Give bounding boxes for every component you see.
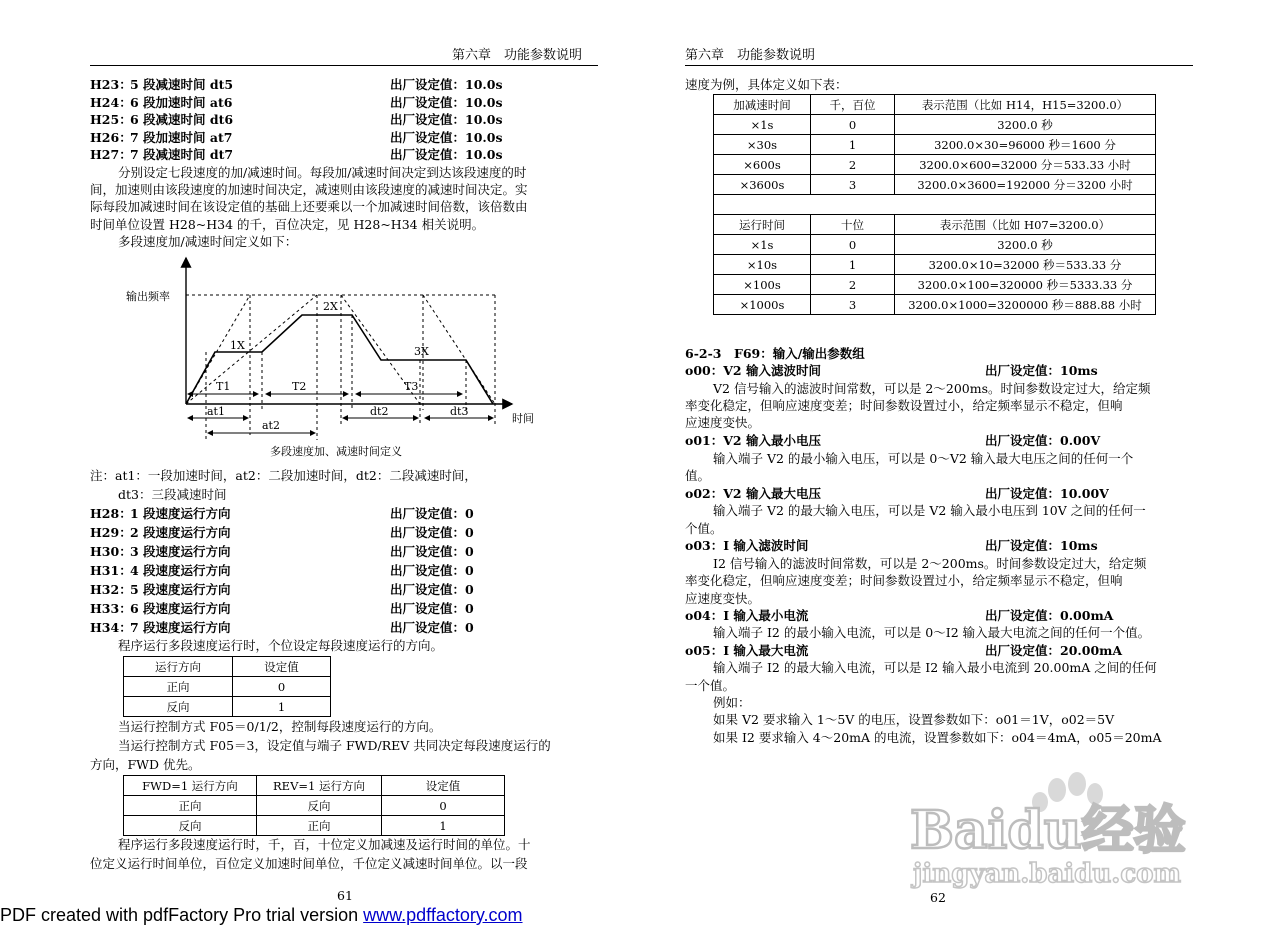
table-cell: ×3600s (714, 175, 811, 195)
param-code: H25： (90, 112, 132, 127)
paragraph-line: 程序运行多段速度运行时，个位设定每段速度运行的方向。 (118, 638, 444, 653)
paragraph-line: 分别设定七段速度的加/减速时间。每段加/减速时间决定到达该段速度的时 (118, 165, 527, 180)
o05-title: o05：I 输入最大电流 (685, 643, 809, 658)
table-header-cell: 千，百位 (811, 95, 895, 115)
t3-label: T3 (404, 380, 419, 393)
baidu-jingyan-watermark (905, 770, 1195, 890)
example-label: 例如： (713, 695, 751, 710)
at1-label: at1 (207, 405, 225, 418)
table-cell: 3 (811, 175, 895, 195)
paragraph-line: 方向，FWD 优先。 (90, 757, 201, 772)
param-code: H31： (90, 563, 132, 578)
param-factory: 出厂设定值：10.0s (390, 147, 503, 162)
diagram-caption: 多段速度加、减速时间定义 (270, 445, 402, 458)
param-code: H28： (90, 506, 132, 521)
o01-title: o01：V2 输入最小电压 (685, 433, 821, 448)
o03-title: o03：I 输入滤波时间 (685, 538, 809, 553)
o02-factory: 出厂设定值：10.00V (985, 486, 1109, 501)
param-factory: 出厂设定值：10.0s (390, 77, 503, 92)
param-code: H23： (90, 77, 132, 92)
param-code: H29： (90, 525, 132, 540)
dt3-label: dt3 (450, 405, 469, 418)
table-cell: 1 (811, 135, 895, 155)
table-header-cell: 表示范围（比如 H07=3200.0） (895, 215, 1156, 235)
t1-label: T1 (216, 380, 231, 393)
y-axis-label: 输出频率 (126, 290, 170, 303)
param-name: 5 段速度运行方向 (130, 582, 231, 597)
table-cell: 反向 (124, 697, 233, 717)
param-code: H30： (90, 544, 132, 559)
table-spacer-row (714, 195, 1156, 215)
paragraph-line: 位定义运行时间单位，百位定义加速时间单位，千位定义减速时间单位。以一段 (90, 856, 528, 871)
speed-1x-label: 1X (230, 339, 245, 352)
param-factory: 出厂设定值：10.0s (390, 130, 503, 145)
table-cell: 正向 (124, 677, 233, 697)
footer-link[interactable]: www.pdffactory.com (363, 905, 523, 925)
paragraph-line: 当运行控制方式 F05＝3，设定值与端子 FWD/REV 共同决定每段速度运行的 (118, 738, 551, 753)
t2-label: T2 (292, 380, 307, 393)
table-cell: ×1s (714, 235, 811, 255)
o03-factory: 出厂设定值：10ms (985, 538, 1098, 553)
right-header-rule (685, 65, 1193, 66)
paragraph-line: I2 信号输入的滤波时间常数，可以是 2～200ms。时间参数设定过大，给定频 (713, 556, 1147, 571)
left-header-rule (90, 65, 598, 66)
paragraph-line: 输入端子 I2 的最小输入电流，可以是 0～I2 输入最大电流之间的任何一个值。 (713, 625, 1151, 640)
paw-logo-icon (905, 770, 1195, 890)
page-number: 61 (337, 888, 353, 903)
paragraph-line: 应速度变快。 (685, 591, 761, 606)
right-page-header: 第六章 功能参数说明 (685, 48, 816, 63)
table-cell: ×1s (714, 115, 811, 135)
param-factory: 出厂设定值：0 (390, 563, 474, 578)
param-name: 7 段速度运行方向 (130, 620, 231, 635)
param-factory: 出厂设定值：0 (390, 620, 474, 635)
note-line: dt3：三段减速时间 (118, 487, 227, 502)
param-factory: 出厂设定值：0 (390, 506, 474, 521)
pdffactory-footer (0, 905, 523, 926)
param-factory: 出厂设定值：10.0s (390, 112, 503, 127)
paragraph-line: 一个值。 (685, 678, 736, 693)
table-cell: 反向 (257, 796, 382, 816)
table-header-cell: 表示范围（比如 H14，H15=3200.0） (895, 95, 1156, 115)
param-name: 2 段速度运行方向 (130, 525, 231, 540)
param-code: H24： (90, 95, 132, 110)
paragraph-line: 间，加速则由该段速度的加速时间决定，减速则由该段速度的减速时间决定。实 (90, 182, 528, 197)
paragraph-line: 值。 (685, 468, 711, 483)
fwd-rev-table (123, 775, 505, 836)
table-cell: 3200.0×100=320000 秒＝5333.33 分 (895, 275, 1156, 295)
table-cell: 3200.0 秒 (895, 235, 1156, 255)
param-name: 6 段速度运行方向 (130, 601, 231, 616)
example-line: 如果 V2 要求输入 1～5V 的电压，设置参数如下：o01＝1V，o02＝5V (713, 712, 1115, 727)
paragraph-line: 时间单位设置 H28~H34 的千，百位决定，见 H28~H34 相关说明。 (90, 217, 485, 232)
table-cell: 2 (811, 155, 895, 175)
param-name: 7 段加速时间 at7 (130, 130, 233, 145)
paragraph-line: 输入端子 V2 的最大输入电压，可以是 V2 输入最小电压到 10V 之间的任何一 (713, 503, 1146, 518)
at2-label: at2 (262, 419, 280, 432)
table-header-cell: FWD=1 运行方向 (124, 776, 257, 796)
table-cell: 2 (811, 275, 895, 295)
paragraph-line: 应速度变快。 (685, 415, 761, 430)
param-code: H33： (90, 601, 132, 616)
paragraph-line: V2 信号输入的滤波时间常数，可以是 2～200ms。时间参数设定过大，给定频 (713, 381, 1151, 396)
table-cell: ×30s (714, 135, 811, 155)
param-code: H34： (90, 620, 132, 635)
o01-factory: 出厂设定值：0.00V (985, 433, 1101, 448)
table-cell: ×600s (714, 155, 811, 175)
o05-factory: 出厂设定值：20.00mA (985, 643, 1123, 658)
param-code: H32： (90, 582, 132, 597)
table-header-cell: 运行方向 (124, 657, 233, 677)
table-cell: ×10s (714, 255, 811, 275)
note-line: 注：at1：一段加速时间，at2：二段加速时间，dt2：二段减速时间， (90, 468, 477, 483)
speed-2x-label: 2X (323, 300, 338, 313)
table-cell: 3200.0×1000=3200000 秒＝888.88 小时 (895, 295, 1156, 315)
table-header-cell: 运行时间 (714, 215, 811, 235)
example-line: 如果 I2 要求输入 4～20mA 的电流，设置参数如下：o04＝4mA，o05＝20mA (713, 730, 1162, 745)
table-cell: 反向 (124, 816, 257, 836)
param-factory: 出厂设定值：10.0s (390, 95, 503, 110)
speed-3x-label: 3X (414, 345, 429, 358)
watermark-logo-text: Baidu经验 (910, 800, 1186, 861)
paragraph-line: 输入端子 V2 的最小输入电压，可以是 0～V2 输入最大电压之间的任何一个 (713, 451, 1134, 466)
section-title: 6-2-3 F69：输入/输出参数组 (685, 346, 865, 361)
param-factory: 出厂设定值：0 (390, 544, 474, 559)
accel-decel-diagram (110, 252, 550, 462)
table-header-cell: 加减速时间 (714, 95, 811, 115)
table-header-cell: 十位 (811, 215, 895, 235)
paragraph-line: 输入端子 I2 的最大输入电流，可以是 I2 输入最小电流到 20.00mA 之间的任何 (713, 660, 1157, 675)
table-cell: 1 (382, 816, 505, 836)
table-cell: 0 (382, 796, 505, 816)
table-cell: 3200.0×3600=192000 分＝3200 小时 (895, 175, 1156, 195)
table-cell: 3200.0×30=96000 秒＝1600 分 (895, 135, 1156, 155)
table-cell: 正向 (257, 816, 382, 836)
table-cell: ×100s (714, 275, 811, 295)
paragraph-line: 个值。 (685, 521, 723, 536)
table-cell: ×1000s (714, 295, 811, 315)
table-header-cell: 设定值 (382, 776, 505, 796)
param-name: 6 段加速时间 at6 (130, 95, 233, 110)
paragraph-line: 多段速度加/减速时间定义如下： (118, 234, 298, 249)
x-axis-label: 时间 (512, 412, 534, 425)
table-cell: 正向 (124, 796, 257, 816)
param-name: 5 段减速时间 dt5 (130, 77, 234, 92)
dt2-label: dt2 (370, 405, 389, 418)
table-cell: 0 (811, 235, 895, 255)
paragraph-line: 速度为例，具体定义如下表： (685, 77, 848, 92)
param-name: 1 段速度运行方向 (130, 506, 231, 521)
footer-text: PDF created with pdfFactory Pro trial version (0, 905, 364, 925)
o02-title: o02：V2 输入最大电压 (685, 486, 821, 501)
paragraph-line: 程序运行多段速度运行时，千，百，十位定义加减速及运行时间的单位。十 (118, 837, 531, 852)
table-cell: 0 (233, 677, 331, 697)
table-cell: 3200.0 秒 (895, 115, 1156, 135)
table-cell: 3 (811, 295, 895, 315)
param-name: 3 段速度运行方向 (130, 544, 231, 559)
table-cell: 1 (811, 255, 895, 275)
time-unit-table (713, 94, 1156, 315)
o04-title: o04：I 输入最小电流 (685, 608, 809, 623)
paragraph-line: 当运行控制方式 F05＝0/1/2，控制每段速度运行的方向。 (118, 719, 442, 734)
o04-factory: 出厂设定值：0.00mA (985, 608, 1114, 623)
left-page-header: 第六章 功能参数说明 (452, 48, 583, 63)
param-name: 4 段速度运行方向 (130, 563, 231, 578)
paragraph-line: 率变化稳定，但响应速度变差；时间参数设置过小，给定频率显示不稳定，但响 (685, 573, 1123, 588)
table-cell: 3200.0×600=32000 分＝533.33 小时 (895, 155, 1156, 175)
table-cell: 1 (233, 697, 331, 717)
table-cell: 3200.0×10=32000 秒＝533.33 分 (895, 255, 1156, 275)
table-cell: 0 (811, 115, 895, 135)
watermark-url-text: jingyan.baidu.com (913, 859, 1181, 889)
param-name: 7 段减速时间 dt7 (130, 147, 234, 162)
param-name: 6 段减速时间 dt6 (130, 112, 234, 127)
param-factory: 出厂设定值：0 (390, 582, 474, 597)
o00-title: o00：V2 输入滤波时间 (685, 363, 821, 378)
param-factory: 出厂设定值：0 (390, 601, 474, 616)
param-factory: 出厂设定值：0 (390, 525, 474, 540)
table-header-cell: REV=1 运行方向 (257, 776, 382, 796)
direction-table (123, 656, 331, 717)
guide-line (423, 295, 495, 404)
param-code: H26： (90, 130, 132, 145)
paragraph-line: 际每段加减速时间在该设定值的基础上还要乘以一个加减速时间倍数，该倍数由 (90, 199, 528, 214)
param-code: H27： (90, 147, 132, 162)
speed-profile (186, 315, 493, 404)
table-header-cell: 设定值 (233, 657, 331, 677)
page-number: 62 (930, 890, 946, 905)
o00-factory: 出厂设定值：10ms (985, 363, 1098, 378)
paragraph-line: 率变化稳定，但响应速度变差；时间参数设置过小，给定频率显示不稳定，但响 (685, 398, 1123, 413)
